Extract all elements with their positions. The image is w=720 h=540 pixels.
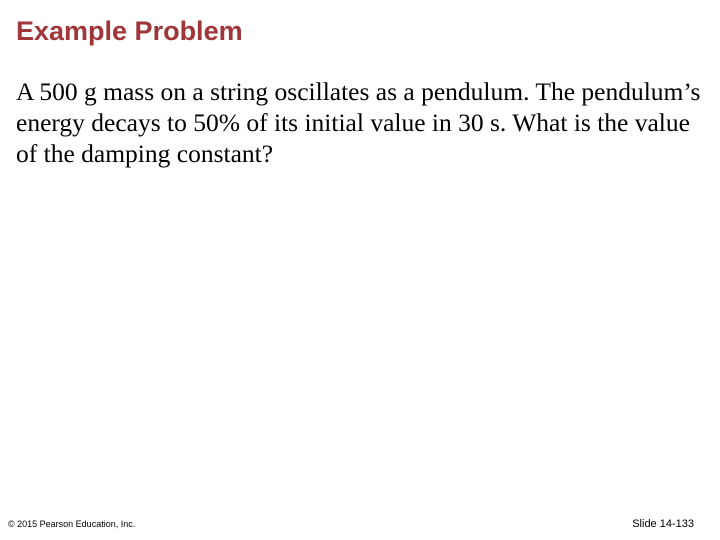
slide-number: Slide 14-133: [632, 518, 694, 530]
problem-text: A 500 g mass on a string oscillates as a pendulum. The pendulum’s energy decays to 50% of its initial value in 30 s. What is the value of the damping constant?: [16, 77, 701, 168]
copyright-footer: © 2015 Pearson Education, Inc.: [8, 519, 136, 529]
slide-title: Example Problem: [16, 16, 243, 46]
